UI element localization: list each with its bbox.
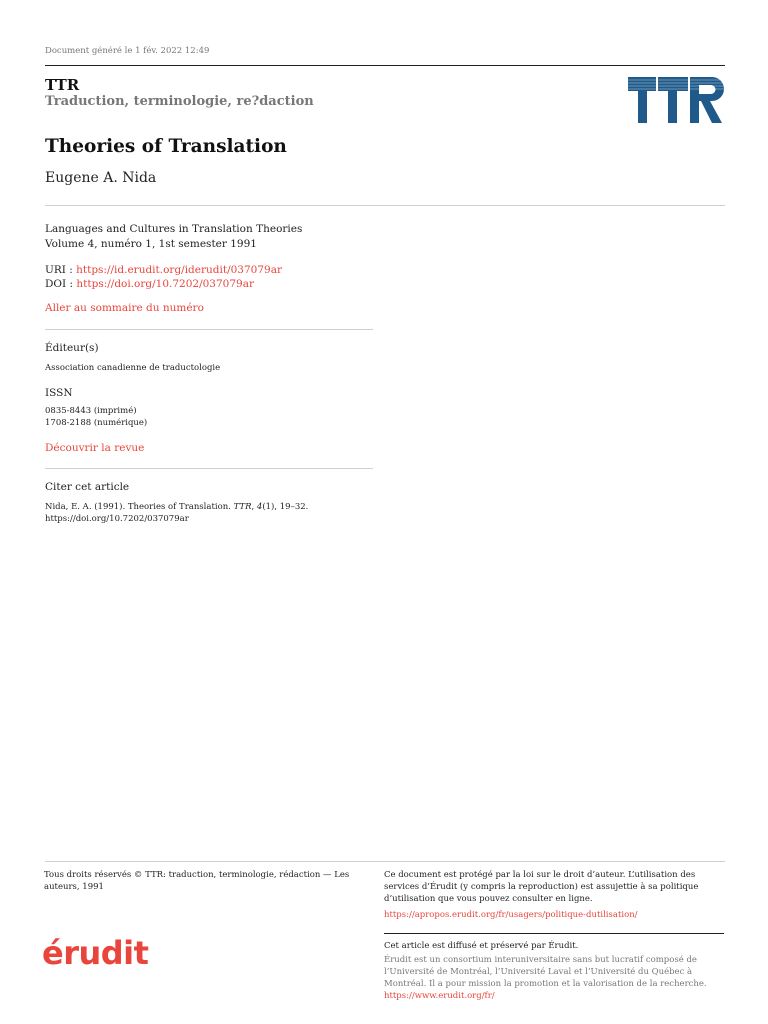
issue-title: Languages and Cultures in Translation Theories (45, 223, 303, 235)
divider-1 (45, 329, 373, 330)
header-rule (45, 65, 725, 66)
ttr-logo (628, 77, 724, 123)
issue-volume: Volume 4, numéro 1, 1st semester 1991 (45, 238, 257, 250)
citation-doi[interactable]: https://doi.org/10.7202/037079ar (45, 514, 189, 524)
consortium-text: Érudit est un consortium interuniversitaire sans but lucratif composé de l’Université de Montréal, l’Université Laval et l’Université du Québec à Montréal. Il a pour mission la promotion et la valorisation de la recherche. (384, 955, 707, 989)
citation-block (45, 501, 375, 525)
issn-heading: ISSN (45, 387, 73, 399)
citation-text (45, 501, 375, 513)
citation-heading: Citer cet article (45, 481, 130, 493)
citation-journal: TTR (233, 502, 252, 512)
issue-info (45, 222, 302, 252)
erudit-info (384, 940, 714, 1002)
journal-abbr: TTR (45, 76, 80, 94)
article-title: Theories of Translation (45, 136, 287, 157)
divider-2 (45, 468, 373, 469)
issue-toc-link[interactable]: Aller au sommaire du numéro (45, 302, 204, 314)
doi-label: DOI : (45, 278, 77, 290)
policy-link[interactable]: https://apropos.erudit.org/fr/usagers/politique-dutilisation/ (384, 910, 638, 920)
copyright-notice (384, 869, 714, 921)
journal-title: Traduction, terminologie, re?daction (45, 94, 314, 109)
article-author: Eugene A. Nida (45, 170, 157, 186)
distributed-by: Cet article est diffusé et préservé par Érudit. (384, 941, 579, 951)
citation-volume: 4 (256, 502, 263, 512)
citation-suffix: (1), 19–32. (262, 502, 309, 512)
issn-values (45, 405, 147, 429)
erudit-rule (384, 933, 724, 934)
doi-row (45, 277, 282, 291)
citation-prefix: Nida, E. A. (1991). Theories of Translation. (45, 502, 234, 512)
generated-date: Document généré le 1 fév. 2022 12:49 (45, 46, 210, 56)
erudit-logo: érudit (42, 934, 149, 972)
uri-link[interactable]: https://id.erudit.org/iderudit/037079ar (76, 264, 282, 276)
rights-notice: Tous droits réservés © TTR: traduction, terminologie, rédaction — Les auteurs, 1991 (44, 870, 350, 892)
uri-label: URI : (45, 264, 77, 276)
doi-link[interactable]: https://doi.org/10.7202/037079ar (76, 278, 254, 290)
identifiers (45, 263, 282, 291)
citation-comma: , (251, 502, 257, 512)
erudit-url[interactable]: https://www.erudit.org/fr/ (384, 991, 495, 1001)
uri-row (45, 263, 282, 277)
footer-divider (45, 861, 725, 862)
publisher-name: Association canadienne de traductologie (45, 363, 221, 373)
issn-digital: 1708-2188 (numérique) (45, 418, 148, 428)
copyright-text: Ce document est protégé par la loi sur le droit d’auteur. L’utilisation des services d’Érudit (y compris la reproduction) est assujettie à sa politique d’utilisation que vous pouvez consulter en ligne. (384, 870, 699, 904)
title-divider (45, 205, 725, 206)
publisher-heading: Éditeur(s) (45, 342, 99, 354)
journal-link[interactable]: Découvrir la revue (45, 442, 145, 454)
issn-print: 0835-8443 (imprimé) (45, 406, 137, 416)
